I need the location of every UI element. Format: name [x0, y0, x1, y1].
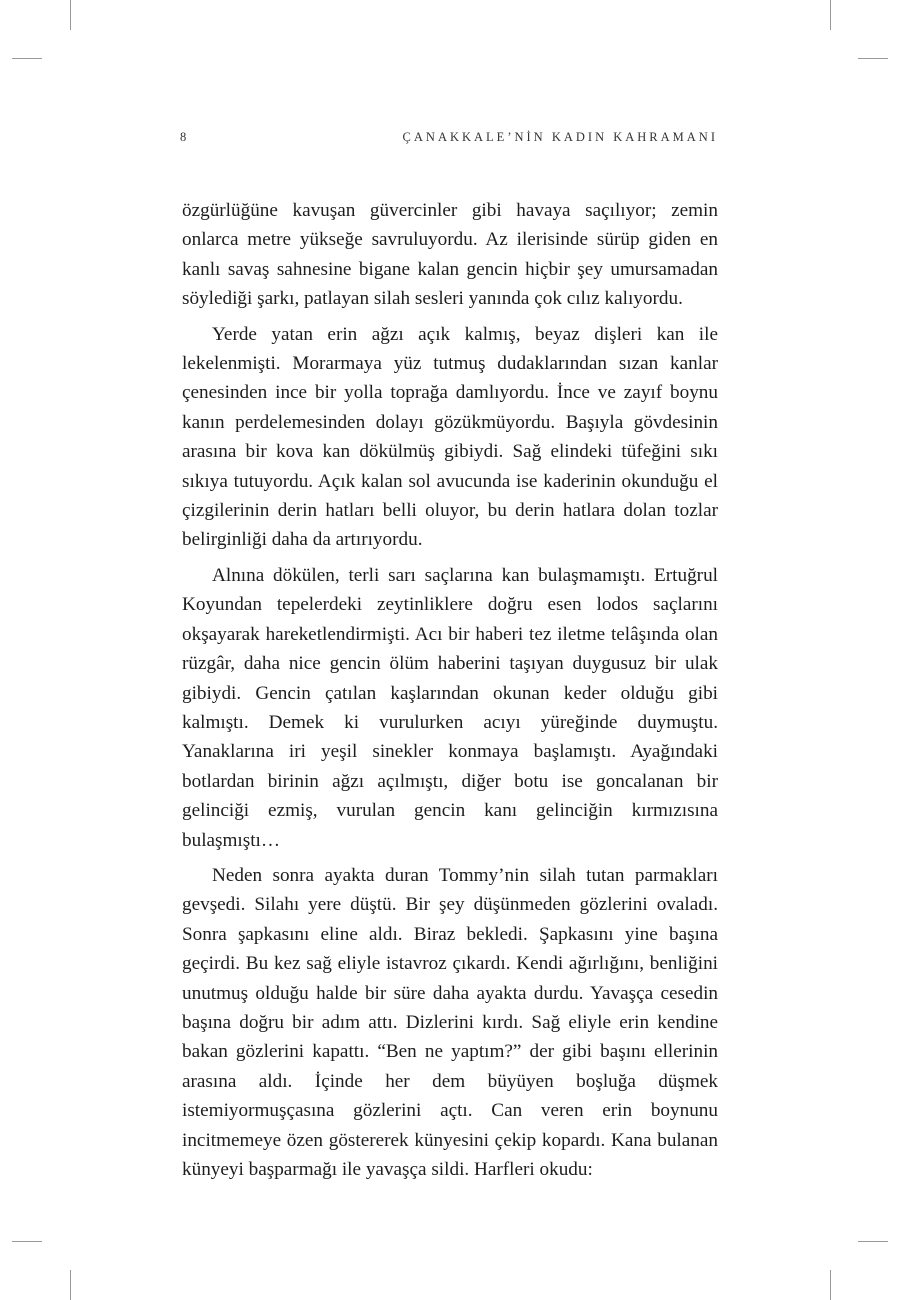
crop-mark — [858, 1241, 888, 1242]
running-header — [180, 130, 718, 145]
crop-mark — [12, 1241, 42, 1242]
paragraph: Alnına dökülen, terli sarı saçlarına kan bulaşmamıştı. Ertuğrul Koyundan tepelerdeki zeytinliklere doğru esen lodos saçlarını okşayarak hareketlendirmişti. Acı bir haberi tez iletme telâşında olan rüzgâr, daha nice gencin ölüm haberini taşıyan duygusuz bir ulak gibiydi. Gencin çatılan kaşlarından okunan keder olduğu gibi kalmıştı. Demek ki vurulurken acıyı yüreğinde duymuştu. Yanaklarına iri yeşil sinekler konmaya başlamıştı. Ayağındaki botlardan birinin ağzı açılmıştı, diğer botu ise goncalanan bir gelinciği ezmiş, vurulan gencin kanı gelinciğin kırmızısına bulaşmıştı… — [182, 564, 718, 851]
paragraph: Neden sonra ayakta duran Tommy’nin silah tutan parmakları gevşedi. Silahı yere düştü. Bir şey düşünmeden gözlerini ovaladı. Sonra şapkasını eline aldı. Biraz bekledi. Şapkasını yine başına geçirdi. Bu kez sağ eliyle istavroz çıkardı. Kendi ağırlığını, benliğini unutmuş olduğu halde bir süre daha ayakta durdu. Yavaşça cesedin başına doğru bir adım attı. Dizlerini kırdı. Sağ eliyle erin kendine bakan gözlerini kapattı. “Ben ne yaptım?” der gibi başını ellerinin arasına aldı. İçinde her dem büyüyen boşluğa düşmek istemiyormuşçasına gözlerini açtı. Can veren erin boynunu incitmemeye özen göstererek künyesini çekip kopardı. Kana bulanan künyeyi başparmağı ile yavaşça sildi. Harfleri okudu: — [182, 864, 718, 1180]
crop-mark — [830, 0, 831, 30]
crop-mark — [858, 58, 888, 59]
running-title: ÇANAKKALE’NİN KADIN KAHRAMANI — [402, 130, 718, 144]
crop-mark — [830, 1270, 831, 1300]
body-text — [182, 196, 718, 1190]
crop-mark — [70, 0, 71, 30]
paragraph: özgürlüğüne kavuşan güvercinler gibi havaya saçılıyor; zemin onlarca metre yükseğe savruluyordu. Az ilerisinde sürüp giden en kanlı savaş sahnesine bigane kalan gencin hiçbir şey umursamadan söylediği şarkı, patlayan silah sesleri yanında çok cılız kalıyordu. — [182, 200, 718, 310]
paragraph: Yerde yatan erin ağzı açık kalmış, beyaz dişleri kan ile lekelenmişti. Morarmaya yüz tutmuş dudaklarından sızan kanlar çenesinden ince bir yolla toprağa damlıyordu. İnce ve zayıf boynu kanın perdelemesinden dolayı gözükmüyordu. Başıyla gövdesinin arasına bir kova kan dökülmüş gibiydi. Sağ elindeki tüfeğini sıkı sıkıya tutuyordu. Açık kalan sol avucunda ise kaderinin okunduğu el çizgilerinin derin hatları belli oluyor, bu derin hatlara dolan tozlar belirginliği daha da artırıyordu. — [182, 323, 718, 551]
crop-mark — [12, 58, 42, 59]
page-number: 8 — [180, 130, 187, 144]
crop-mark — [70, 1270, 71, 1300]
